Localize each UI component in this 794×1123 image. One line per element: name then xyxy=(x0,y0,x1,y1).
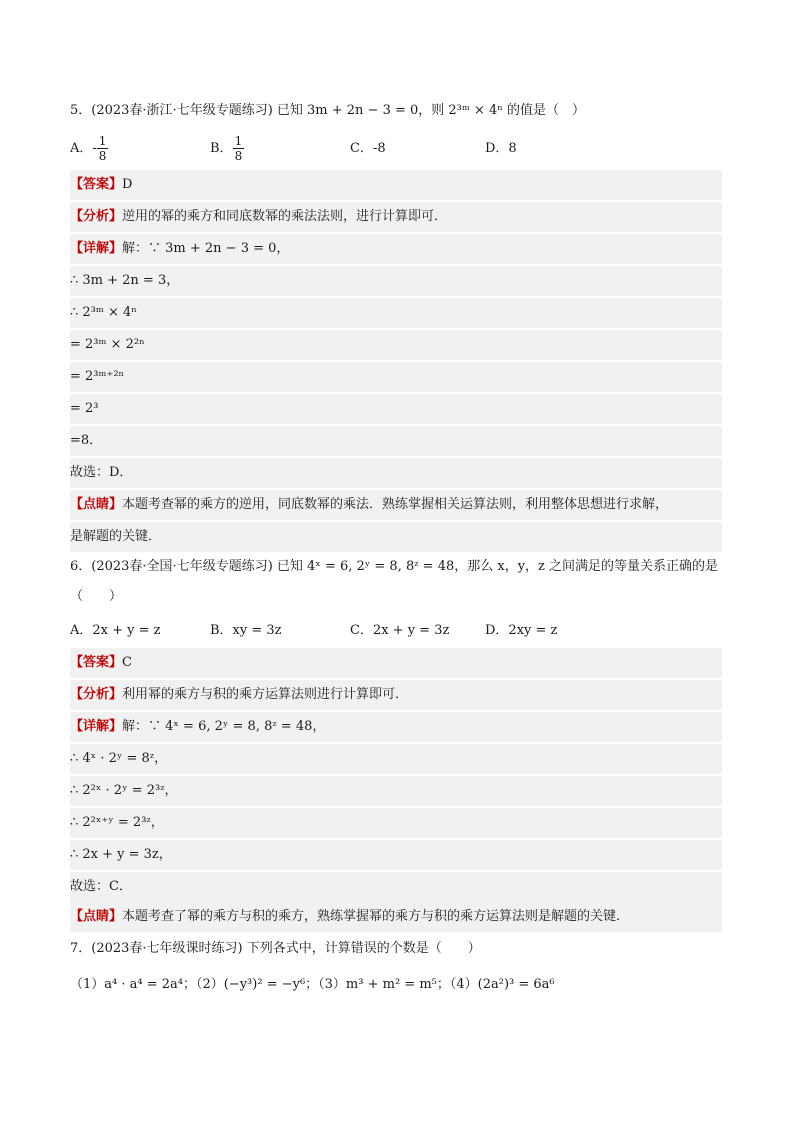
q5-answer-tag: 【答案】 xyxy=(70,177,123,192)
q6-detail-line-5: ∴ 2x + y = 3z， xyxy=(70,840,722,870)
q5-option-c: C．-8 xyxy=(350,141,386,156)
q5-option-a-numerator: 1 xyxy=(98,134,107,148)
q6-choose: 故选：C． xyxy=(70,872,722,902)
q5-analysis-text: 逆用的幂的乘方和同底数幂的乘法法则，进行计算即可． xyxy=(122,209,448,224)
q5-answer xyxy=(70,170,722,200)
q6-detail-tag: 【详解】 xyxy=(70,719,123,734)
q6-answer xyxy=(70,648,722,678)
q5-detail-tag: 【详解】 xyxy=(70,241,123,256)
q5-detail-text-1: 解：∵ 3m + 2n − 3 = 0， xyxy=(122,241,290,256)
q5-option-d: D．8 xyxy=(485,141,517,156)
q5-detail-line-5: = 2³ᵐ⁺²ⁿ xyxy=(70,362,722,392)
q5-option-a xyxy=(70,134,108,164)
q6-detail-text-1: 解：∵ 4ˣ = 6, 2ʸ = 8, 8ᶻ = 48， xyxy=(122,719,326,734)
q7-items: （1）a⁴ · a⁴ = 2a⁴；（2）(−y³)² = −y⁶；（3）m³ + m² = m⁵；（4）(2a²)³ = 6a⁶ xyxy=(70,977,555,992)
q5-detail-line-3: ∴ 2³ᵐ × 4ⁿ xyxy=(70,298,722,328)
q6-detail-line-2: ∴ 4ˣ · 2ʸ = 8ᶻ， xyxy=(70,744,722,774)
q5-option-a-denominator: 8 xyxy=(98,149,107,163)
q6-comment-tag: 【点睛】 xyxy=(70,909,123,924)
q6-option-b: B．xy = 3z xyxy=(210,623,282,638)
q5-option-b-label: B． xyxy=(210,141,233,156)
q5-detail-line-2: ∴ 3m + 2n = 3， xyxy=(70,266,722,296)
q5-analysis-tag: 【分析】 xyxy=(70,209,123,224)
q5-analysis xyxy=(70,202,722,232)
q5-option-b-denominator: 8 xyxy=(234,149,243,163)
q6-analysis-text: 利用幂的乘方与积的乘方运算法则进行计算即可． xyxy=(122,687,409,702)
q6-comment xyxy=(70,902,722,932)
q5-comment-tag: 【点睛】 xyxy=(70,497,123,512)
q6-detail-line-3: ∴ 2²ˣ · 2ʸ = 2³ᶻ， xyxy=(70,776,722,806)
q5-stem: 5．(2023春·浙江·七年级专题练习) 已知 3m + 2n − 3 = 0，则 2³ᵐ × 4ⁿ 的值是（ ） xyxy=(70,103,586,118)
q5-detail-line-6: = 2³ xyxy=(70,394,722,424)
q5-detail-line-4: = 2³ᵐ × 2²ⁿ xyxy=(70,330,722,360)
q6-analysis xyxy=(70,680,722,710)
q5-answer-value: D xyxy=(122,177,133,192)
q6-detail-line-4: ∴ 2²ˣ⁺ʸ = 2³ᶻ， xyxy=(70,808,722,838)
q5-options xyxy=(70,134,722,168)
q5-option-b xyxy=(210,134,244,164)
q5-comment-line-1 xyxy=(70,490,722,520)
q6-option-a: A．2x + y = z xyxy=(70,623,161,638)
q6-options xyxy=(70,616,722,646)
q6-answer-tag: 【答案】 xyxy=(70,655,123,670)
q5-detail-line-7: =8． xyxy=(70,426,722,456)
q6-analysis-tag: 【分析】 xyxy=(70,687,123,702)
q6-option-d: D．2xy = z xyxy=(485,623,558,638)
q5-option-b-numerator: 1 xyxy=(234,134,243,148)
q5-option-b-fraction xyxy=(233,134,245,163)
q6-comment-text: 本题考查了幂的乘方与积的乘方，熟练掌握幂的乘方与积的乘方运算法则是解题的关键． xyxy=(122,909,630,924)
q5-option-a-label: A．- xyxy=(70,141,97,156)
q5-comment-text-1: 本题考查幂的乘方的逆用，同底数幂的乘法．熟练掌握相关运算法则，利用整体思想进行求解， xyxy=(122,497,669,512)
q5-detail-line-1 xyxy=(70,234,722,264)
q6-answer-value: C xyxy=(122,655,132,670)
q5-comment-line-2: 是解题的关键． xyxy=(70,522,722,552)
q5-option-a-fraction xyxy=(97,134,109,163)
q7-stem: 7．(2023春·七年级课时练习) 下列各式中，计算错误的个数是（ ） xyxy=(70,941,481,956)
q6-stem-line-2: （ ） xyxy=(70,589,123,604)
q6-option-c: C．2x + y = 3z xyxy=(350,623,450,638)
q6-stem-line-1: 6．(2023春·全国·七年级专题练习) 已知 4ˣ = 6, 2ʸ = 8, 8ᶻ = 48，那么 x，y，z 之间满足的等量关系正确的是 xyxy=(70,559,719,574)
q5-choose: 故选：D． xyxy=(70,458,722,488)
q6-detail-line-1 xyxy=(70,712,722,742)
